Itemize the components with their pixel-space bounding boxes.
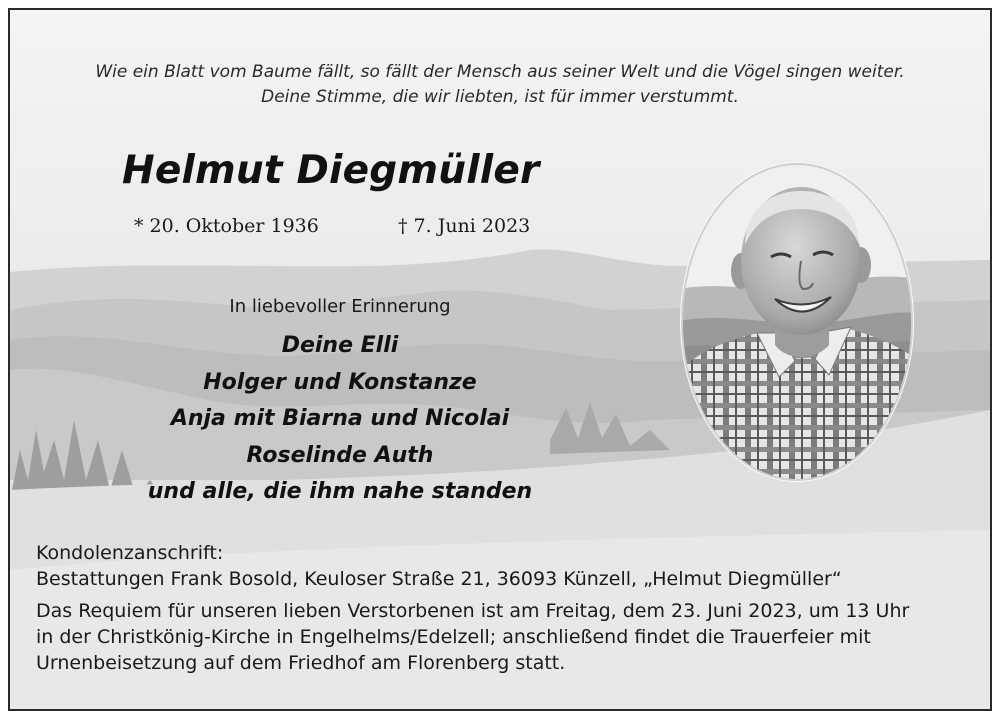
service-line-3: Urnenbeisetzung auf dem Friedhof am Florenberg statt. <box>36 652 566 674</box>
mourner-line: und alle, die ihm nahe standen <box>147 479 533 504</box>
mourner-line: Roselinde Auth <box>246 442 434 468</box>
mourner-line: Deine Elli <box>281 333 399 358</box>
obituary-card <box>8 8 992 711</box>
quote-line-2: Deine Stimme, die wir liebten, ist für immer verstummt. <box>261 87 739 107</box>
birth-date: * 20. Oktober 1936 <box>134 215 319 237</box>
service-line-2: in der Christkönig-Kirche in Engelhelms/Edelzell; anschließend findet die Trauerfeier mit <box>36 626 871 648</box>
quote <box>10 60 990 110</box>
quote-line-1: Wie ein Blatt vom Baume fällt, so fällt der Mensch aus seiner Welt und die Vögel singen weiter. <box>95 62 905 82</box>
memory-label: In liebevoller Erinnerung <box>229 296 451 317</box>
mourner-line: Holger und Konstanze <box>203 369 477 395</box>
mourner-line: Anja mit Biarna und Nicolai <box>170 406 510 431</box>
portrait-photo <box>679 161 915 483</box>
deceased-name: Helmut Diegmüller <box>122 148 540 193</box>
service-line-1: Das Requiem für unseren lieben Verstorbenen ist am Freitag, dem 23. Juni 2023, um 13 Uhr <box>36 600 910 622</box>
mourners-list <box>110 328 570 511</box>
death-date: † 7. Juni 2023 <box>398 215 531 237</box>
condolence-label: Kondolenzanschrift: <box>36 542 224 564</box>
condolence-address: Bestattungen Frank Bosold, Keuloser Straße 21, 36093 Künzell, „Helmut Diegmüller“ <box>36 568 842 590</box>
funeral-details <box>36 540 976 676</box>
